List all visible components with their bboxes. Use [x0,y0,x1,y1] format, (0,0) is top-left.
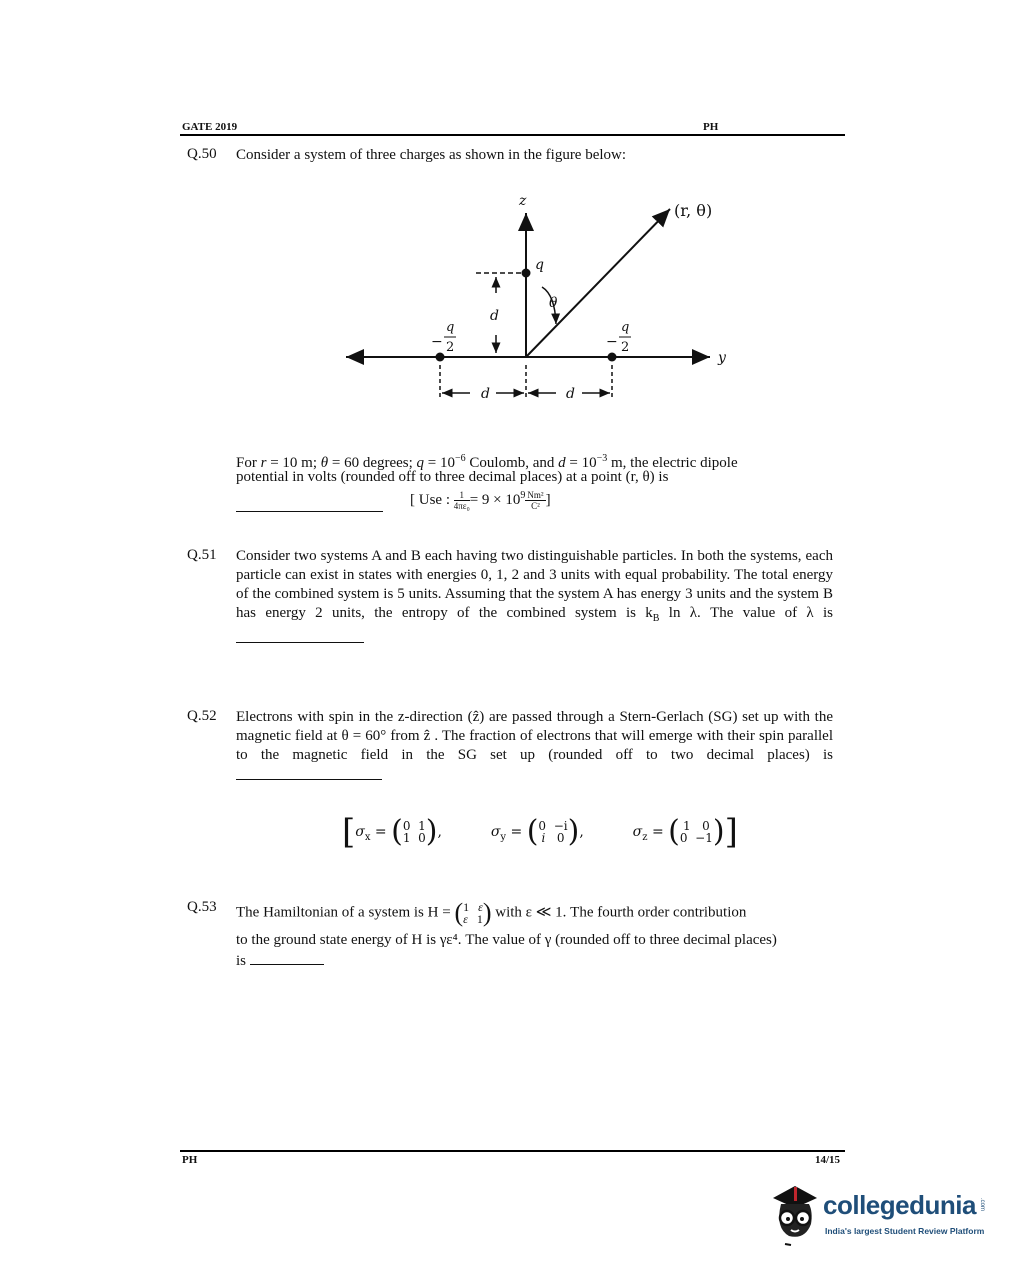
collegedunia-logo [765,1178,995,1248]
q51-answer-blank [236,628,364,643]
top-charge-label: q [535,257,544,273]
q51-text: Consider two systems A and B each having two distinguishable particles. In both the systems, each particle can exist in states with energies 0, 1, 2 and 3 units with equal probability. The total energy of the combined system is 5 units. Assuming that the system A has energy 3 units and the system B has energy 2 units, the entropy of the combined system is $k_B$ ln λ. The value of λ is [236,547,833,649]
q50-use-hint: [ Use : $\frac{1}{\text{4πε₀}}$ = $9 \times 10^9$ $\frac{\text{Nm²}}{\text{C²}}$ ] [410,490,551,512]
d-vertical-label: d [490,308,499,324]
q52-text: Electrons with spin in the z-direction (ẑ) are passed through a Stern-Gerlach (SG) set up with the magnetic field at θ = 60° from ẑ . The fraction of electrons that will emerge with their spin parallel to the magnetic field in the SG set up (rounded off to two decimal places) is [236,708,833,786]
footer-rule [180,1150,845,1152]
right-charge-minus: − [606,334,618,350]
left-charge-num: q [446,320,455,335]
footer-page-number: 14/15 [815,1154,841,1166]
right-charge-den: 2 [621,340,630,355]
point-label: (r, θ) [674,201,713,220]
q52-answer-blank [236,765,382,780]
q51-number: Q.51 [187,547,217,563]
footer-paper-code: PH [182,1154,198,1166]
q50-charge-figure [330,185,750,415]
q53-line3: is [236,950,324,971]
mascot-icon [765,1178,825,1248]
q50-prompt: Consider a system of three charges as shown in the figure below: [236,147,627,163]
q52-number: Q.52 [187,708,217,724]
logo-dotcom: .com [979,1198,985,1212]
q53-line1: The Hamiltonian of a system is H = (1 ε ε 1) with ε ≪ 1. The fourth order contribution [236,898,747,927]
header-exam-title: GATE 2019 [182,121,238,133]
header-paper-code: PH [703,121,719,133]
q50-given-line2: potential in volts (rounded off to three decimal places) at a point (r, θ) is [236,469,669,485]
logo-tagline: India's largest Student Review Platform [825,1226,985,1236]
r-vector [526,209,670,357]
q53-number: Q.53 [187,899,217,915]
q53-line2: to the ground state energy of H is γε⁴. The value of γ (rounded off to three decimal places) [236,932,777,948]
header-rule [180,134,845,136]
q53-answer-blank [250,950,324,965]
d-bottom-label-1: d [481,386,490,402]
pauli-matrices: [$\sigma_x = (0$ 1 1 0), $\sigma_y = (0 -i$ i 0 ), $\sigma_z$ = ( 1 0 0 −1)] [342,812,738,852]
right-charge-dot [608,353,617,362]
left-charge-minus: − [431,334,443,350]
top-charge-dot [522,269,531,278]
d-bottom-label-2: d [566,386,575,402]
y-label: y [718,350,726,366]
q50-given-line1: For r = 10 m; θ = 60 degrees; $q = 10^{-6}$ Coulomb, and $d = 10^{-3}$ m, the electric dipole [236,453,738,471]
left-charge-den: 2 [446,340,455,355]
right-charge-num: q [621,320,630,335]
theta-label: θ [549,295,558,311]
logo-wordmark: collegedunia [823,1190,976,1220]
q50-number: Q.50 [187,146,217,162]
z-label: z [519,193,527,209]
left-charge-dot [436,353,445,362]
q50-answer-blank [236,495,383,512]
